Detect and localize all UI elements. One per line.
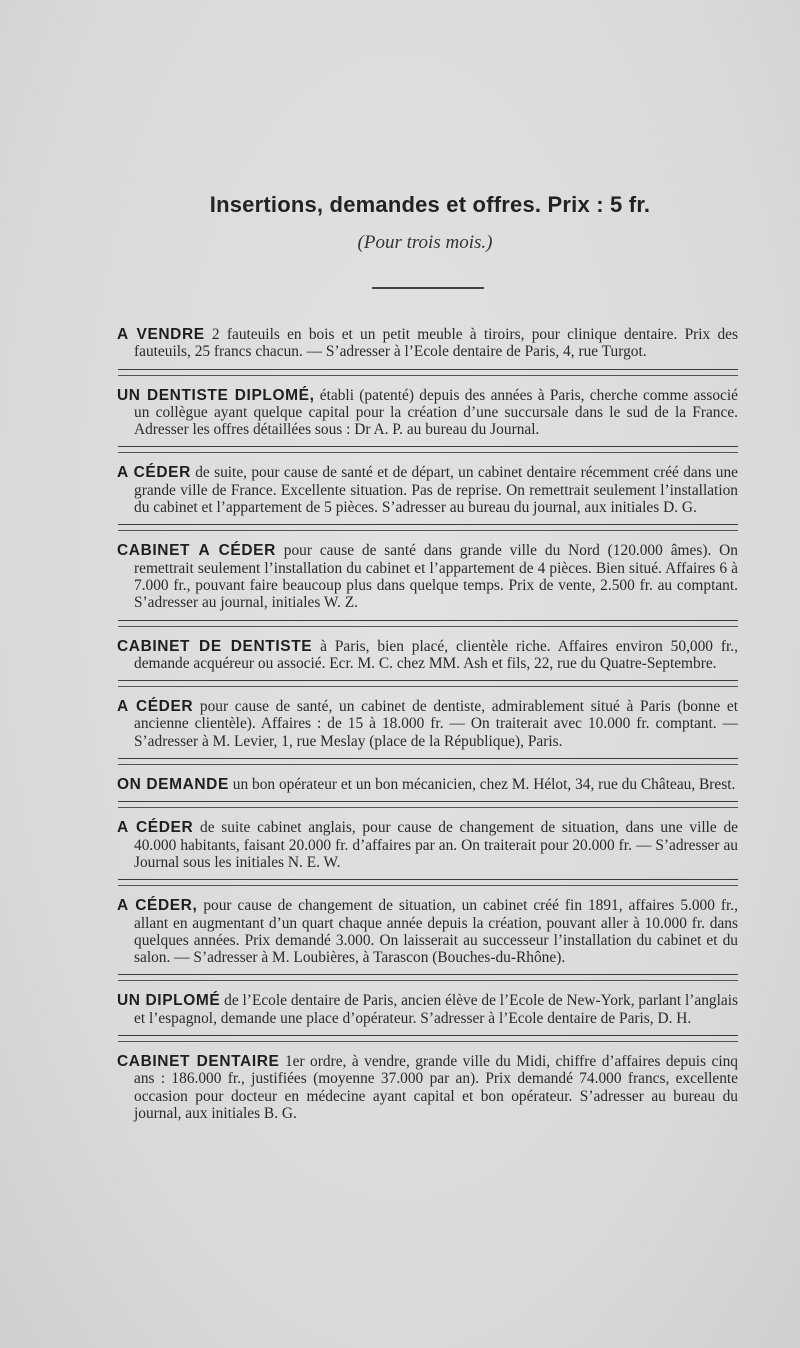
ad-text: de suite, pour cause de santé et de départ, un cabinet dentaire récemment créé dans une grande ville de France. Excellente situation. Pas de reprise. On remettrait seulement l’installation du cabinet et l’appartement de 5 pièces. S’adresser au bureau du journal, aux initiales D. G. <box>134 464 738 517</box>
ad-text: 2 fauteuils en bois et un petit meuble à tiroirs, pour clinique dentaire. Prix des fauteuils, 25 francs chacun. — S’adresser à l’Ecole dentaire de Paris, 4, rue Turgot. <box>134 326 738 361</box>
ad-text: pour cause de santé, un cabinet de dentiste, admirablement situé à Paris (bonne et ancienne clientèle). Affaires : de 15 à 18.000 fr. — On traiterait avec 10.000 fr. comptant. — S’adresser à M. Levier, 1, rue Meslay (place de la République), Paris. <box>134 698 738 750</box>
ad-separator <box>118 620 738 627</box>
page-title: Insertions, demandes et offres. Prix : 5 fr. <box>209 192 651 217</box>
ad-separator <box>118 524 738 531</box>
ad-lead: A CÉDER <box>117 464 191 482</box>
ad-lead: A CÉDER <box>117 698 194 716</box>
ad-separator <box>118 369 738 376</box>
ad-text: 1er ordre, à vendre, grande ville du Midi, chiffre d’affaires depuis cinq ans : 186.000 fr., justifiées (moyenne 37.000 par an). Prix demandé 74.000 francs, excellente occasion pour docteur en médecine ayant capital et bon opérateur. S’adresser au bureau du journal, aux initiales B. G. <box>134 1053 738 1122</box>
ad-item <box>118 464 738 516</box>
ads-list <box>118 326 738 1122</box>
page-subtitle: (Pour trois mois.) <box>357 232 493 253</box>
ad-item <box>118 542 738 611</box>
ad-lead: UN DENTISTE DIPLOMÉ, <box>117 386 315 404</box>
ad-item <box>118 326 738 361</box>
ad-item <box>118 992 738 1027</box>
ad-item <box>118 819 738 871</box>
ad-lead: A CÉDER <box>117 819 194 837</box>
ad-text: de l’Ecole dentaire de Paris, ancien élève de l’Ecole de New-York, parlant l’anglais et l’espagnol, demande une place d’opérateur. S’adresser à l’Ecole dentaire de Paris, D. H. <box>134 992 738 1027</box>
ad-lead: CABINET DE DENTISTE <box>117 637 313 655</box>
ad-separator <box>118 801 738 808</box>
ad-item <box>118 638 738 673</box>
title-divider <box>372 287 484 289</box>
ad-text: pour cause de changement de situation, un cabinet créé fin 1891, affaires 5.000 fr., allant en augmentant d’un quart chaque année depuis la création, pouvant aller à 10.000 fr. dans quelques années. Prix demandé 3.000. On laisserait au successeur l’installation du cabinet et du salon. — S’adresser à M. Loubières, à Tarascon (Bouches-du-Rhône). <box>134 897 738 967</box>
ad-text: établi (patenté) depuis des années à Paris, cherche comme associé un collègue ayant quelque capital pour la création d’une succursale dans le sud de la France. Adresser les offres détaillées sous : Dr A. P. au bureau du Journal. <box>134 386 738 439</box>
ad-separator <box>118 680 738 687</box>
ad-item <box>118 897 738 966</box>
ad-lead: A VENDRE <box>117 326 205 343</box>
ad-text: un bon opérateur et un bon mécanicien, chez M. Hélot, 34, rue du Château, Brest. <box>228 776 736 794</box>
ad-separator <box>118 974 738 981</box>
ad-lead: CABINET DENTAIRE <box>117 1053 280 1071</box>
ad-separator <box>118 879 738 886</box>
ad-lead: CABINET A CÉDER <box>117 542 276 560</box>
ad-lead: UN DIPLOMÉ <box>117 992 221 1010</box>
ad-lead: A CÉDER, <box>117 897 198 915</box>
ad-separator <box>118 446 738 453</box>
ad-item <box>118 698 738 750</box>
ad-item <box>118 1053 738 1122</box>
ad-lead: ON DEMANDE <box>117 776 229 794</box>
ad-separator <box>118 758 738 765</box>
ad-text: de suite cabinet anglais, pour cause de changement de situation, dans une ville de 40.000 habitants, faisant 20.000 fr. d’affaires par an. On traiterait pour 20.000 fr. — S’adresser au Journal sous les initiales N. E. W. <box>134 819 738 871</box>
ad-item <box>118 776 738 793</box>
ad-text: pour cause de santé dans grande ville du Nord (120.000 âmes). On remettrait seulement l’installation du cabinet et l’appartement de 4 pièces. Bien situé. Affaires 6 à 7.000 fr., pouvant faire beaucoup plus dans quelque temps. Prix de vente, 2.500 fr. au comptant. S’adresser au journal, initiales W. Z. <box>134 542 738 612</box>
ad-text: à Paris, bien placé, clientèle riche. Affaires environ 50,000 fr., demande acquéreur ou associé. Ecr. M. C. chez MM. Ash et fils, 22, rue du Quatre-Septembre. <box>134 637 739 672</box>
ad-separator <box>118 1035 738 1042</box>
ad-item <box>118 387 738 439</box>
